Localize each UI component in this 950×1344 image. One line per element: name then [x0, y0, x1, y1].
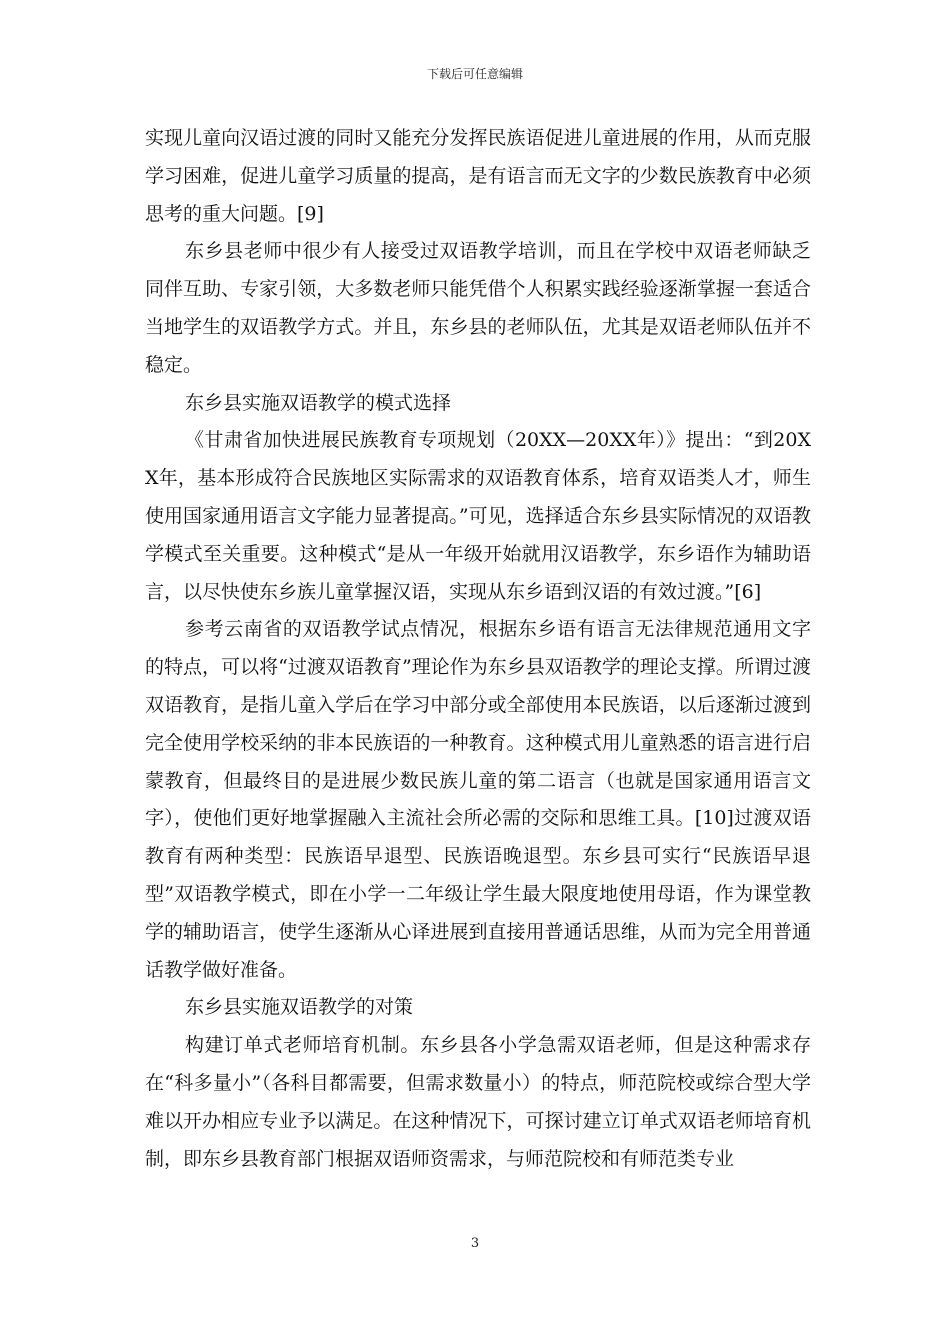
section-heading-countermeasures: 东乡县实施双语教学的对策 — [185, 996, 414, 1019]
paragraph-order-training: 构建订单式老师培育机制。东乡县各小学急需双语老师，但是这种需求存在“科多量小”（各科目都需要，但需求数量小）的特点，师范院校或综合型大学难以开办相应专业予以满足。在这种情况下，可探讨建立订单式双语老师培育机制，即东乡县教育部门根据双语师资需求，与师范院校和有师范类专业 — [145, 1034, 811, 1170]
section-heading-mode-selection: 东乡县实施双语教学的模式选择 — [185, 391, 452, 414]
paragraph-transitional-bilingual: 参考云南省的双语教学试点情况，根据东乡语有语言无法律规范通用文字的特点，可以将“过渡双语教育”理论作为东乡县双语教学的理论支撑。所谓过渡双语教育，是指儿童入学后在学习中部分或全部使用本民族语，以后逐渐过渡到完全使用学校采纳的非本民族语的一种教育。这种模式用儿童熟悉的语言进行启蒙教育，但最终目的是进展少数民族儿童的第二语言（也就是国家通用语言文字），使他们更好地掌握融入主流社会所必需的交际和思维工具。[10]过渡双语教育有两种类型：民族语早退型、民族语晚退型。东乡县可实行“民族语早退型”双语教学模式，即在小学一二年级让学生最大限度地使用母语，作为课堂教学的辅助语言，使学生逐渐从心译进展到直接用普通话思维，从而为完全用普通话教学做好准备。 — [145, 618, 811, 981]
document-body — [145, 120, 811, 1178]
paragraph-gansu-plan: 《甘肃省加快进展民族教育专项规划（20XX—20XX年）》提出：“到20XX年，基本形成符合民族地区实际需求的双语教育体系，培育双语类人才，师生使用国家通用语言文字能力显著提高。”可见，选择适合东乡县实际情况的双语教学模式至关重要。这种模式“是从一年级开始就用汉语教学，东乡语作为辅助语言，以尽快使东乡族儿童掌握汉语，实现从东乡语到汉语的有效过渡。”[6] — [145, 429, 811, 603]
page-number: 3 — [470, 1236, 480, 1251]
paragraph-continuation: 实现儿童向汉语过渡的同时又能充分发挥民族语促进儿童进展的作用，从而克服学习困难，促进儿童学习质量的提高，是有语言而无文字的少数民族教育中必须思考的重大问题。[9] — [145, 127, 811, 225]
page-header: 下载后可任意编辑 — [426, 67, 523, 81]
paragraph-teacher-training: 东乡县老师中很少有人接受过双语教学培训，而且在学校中双语老师缺乏同伴互助、专家引领，大多数老师只能凭借个人积累实践经验逐渐掌握一套适合当地学生的双语教学方式。并且，东乡县的老师队伍，尤其是双语老师队伍并不稳定。 — [145, 240, 811, 376]
